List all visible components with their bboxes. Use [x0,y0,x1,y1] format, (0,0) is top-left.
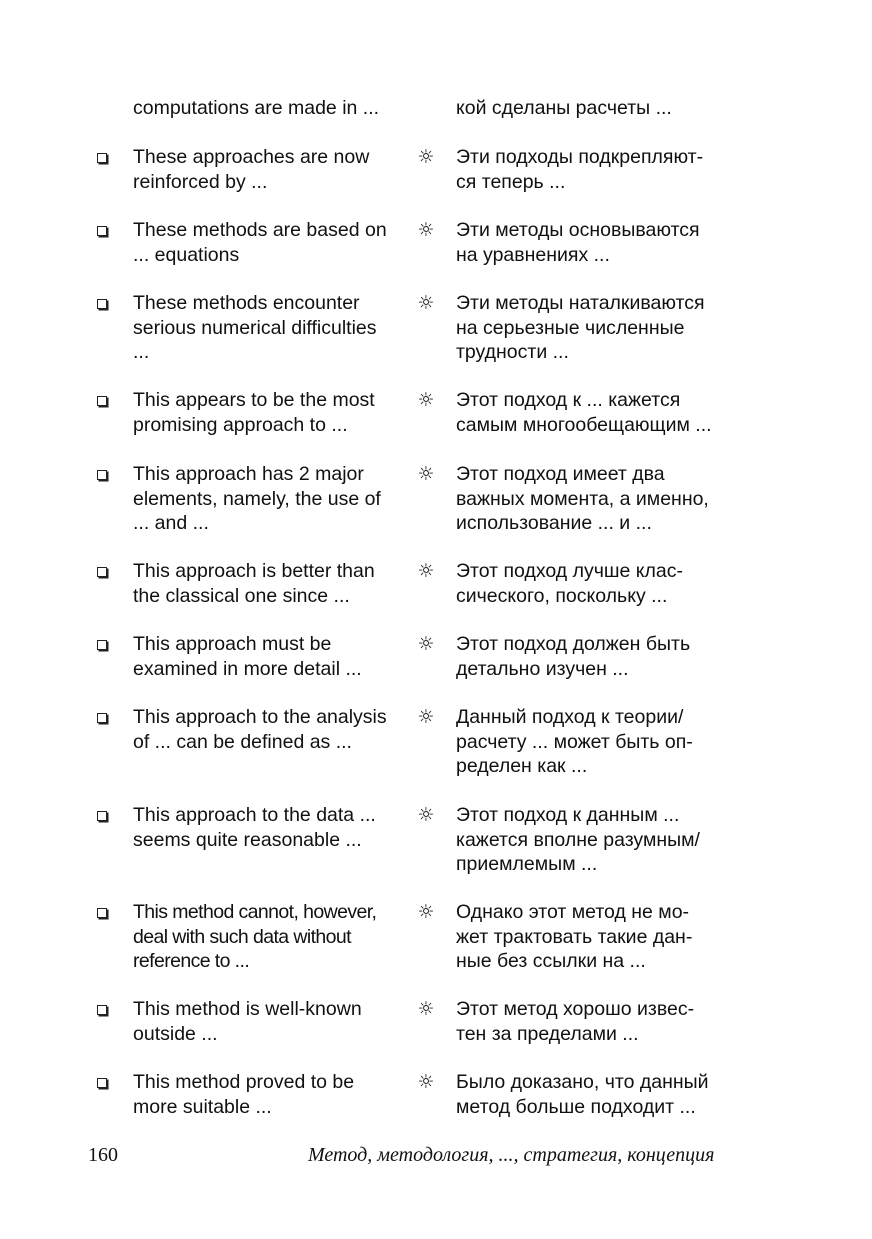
checkbox-bullet-icon [97,299,107,309]
entry-en: This method is well-known outside ... [133,998,362,1045]
entry-en: This method cannot, however, deal with such data without reference to ... [133,901,377,972]
entry-ru: Эти подходы подкрепляют- ся теперь ... [456,146,704,193]
sun-icon: ☼ [417,219,435,241]
entry-ru: Этот подход к данным ... кажется вполне разумным/ приемлемым ... [456,804,700,875]
sun-icon: ☼ [417,292,435,314]
entry-en: This approach to the analysis of ... can be defined as ... [133,706,387,753]
entry-en: This approach is better than the classical one since ... [133,560,375,607]
checkbox-bullet-icon [97,153,107,163]
entry-en: This method proved to be more suitable ... [133,1071,355,1118]
sun-icon: ☼ [417,146,435,168]
entry-ru: Этот подход к ... кажется самым многообещающим ... [456,389,712,436]
entry-ru: Этот подход имеет два важных момента, а именно, использование ... и ... [456,463,709,534]
checkbox-bullet-icon [97,226,107,236]
checkbox-bullet-icon [97,1005,107,1015]
checkbox-bullet-icon [97,713,107,723]
sun-icon: ☼ [417,389,435,411]
checkbox-bullet-icon [97,1078,107,1088]
sun-icon: ☼ [417,463,435,485]
checkbox-bullet-icon [97,908,107,918]
continuation-en: computations are made in ... [133,97,380,119]
sun-icon: ☼ [417,901,435,923]
sun-icon: ☼ [417,998,435,1020]
sun-icon: ☼ [417,633,435,655]
entry-en: This approach must be examined in more detail ... [133,633,362,680]
checkbox-bullet-icon [97,470,107,480]
running-title: Метод, методология, ..., стратегия, концепция [308,1144,715,1166]
sun-icon: ☼ [417,804,435,826]
entry-ru: Было доказано, что данный метод больше подходит ... [456,1071,709,1118]
continuation-ru: кой сделаны расчеты ... [456,97,672,119]
entry-en: This approach to the data ... seems quite reasonable ... [133,804,376,851]
entry-ru: Этот метод хорошо извес- тен за пределами ... [456,998,695,1045]
page-number: 160 [88,1144,118,1166]
entry-en: These approaches are now reinforced by ... [133,146,370,193]
entry-ru: Эти методы наталкиваются на серьезные численные трудности ... [456,292,705,363]
sun-icon: ☼ [417,1071,435,1093]
checkbox-bullet-icon [97,640,107,650]
entry-en: These methods are based on ... equations [133,219,387,266]
entry-ru: Этот подход должен быть детально изучен ... [456,633,691,680]
entry-ru: Однако этот метод не мо- жет трактовать такие дан- ные без ссылки на ... [456,901,693,972]
entry-ru: Эти методы основываются на уравнениях ... [456,219,700,266]
entry-en: This approach has 2 major elements, namely, the use of ... and ... [133,463,381,534]
sun-icon: ☼ [417,706,435,728]
entry-en: This appears to be the most promising approach to ... [133,389,375,436]
sun-icon: ☼ [417,560,435,582]
entry-ru: Данный подход к теории/ расчету ... может быть оп- ределен как ... [456,706,693,777]
entry-en: These methods encounter serious numerical difficulties ... [133,292,377,363]
checkbox-bullet-icon [97,811,107,821]
entry-ru: Этот подход лучше клас- сического, поскольку ... [456,560,684,607]
checkbox-bullet-icon [97,396,107,406]
checkbox-bullet-icon [97,567,107,577]
